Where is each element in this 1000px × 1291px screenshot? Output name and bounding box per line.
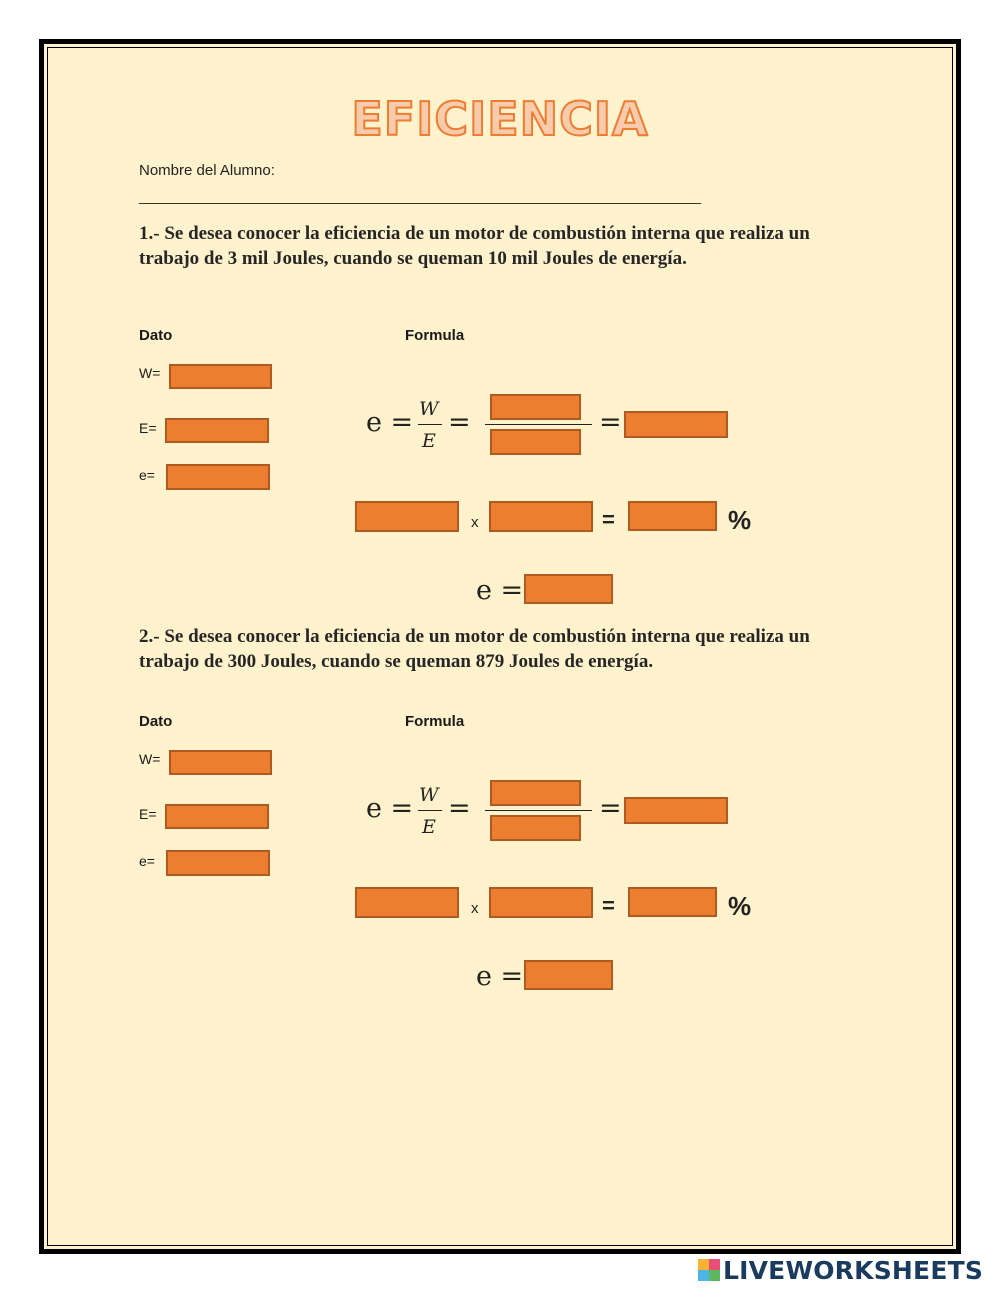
ex2-formula-lhs: e =	[366, 793, 414, 824]
ex2-e-label: e=	[139, 853, 155, 869]
ex1-formula-header: Formula	[405, 327, 465, 344]
logo-square-v	[698, 1270, 709, 1281]
ex2-equals-2: =	[599, 793, 622, 824]
ex2-multiplier-box[interactable]	[489, 887, 593, 918]
liveworksheets-logo	[698, 1255, 983, 1285]
ex2-multiplicand-box[interactable]	[355, 887, 459, 918]
ex1-ratio-box[interactable]	[624, 411, 728, 438]
ex2-numerator-box[interactable]	[490, 780, 581, 806]
ex1-fraction-denominator: E	[422, 430, 436, 452]
ex2-e-cap-answer-box[interactable]	[165, 804, 269, 829]
ex1-denominator-box[interactable]	[490, 429, 581, 455]
logo-square-l	[698, 1259, 709, 1270]
ex1-multiplier-box[interactable]	[489, 501, 593, 532]
ex2-final-lhs: e =	[476, 961, 524, 992]
ex1-equals-1: =	[448, 407, 471, 438]
logo-square-e	[709, 1270, 720, 1281]
ex1-e-cap-label: E=	[139, 420, 157, 436]
ex2-fraction-numerator: W	[419, 784, 439, 806]
ex2-final-box[interactable]	[524, 960, 613, 990]
ex1-e-label: e=	[139, 467, 155, 483]
student-name-line	[139, 203, 701, 204]
ex1-multiplicand-box[interactable]	[355, 501, 459, 532]
exercise-1-question: 1.- Se desea conocer la eficiencia de un motor de combustión interna que realiza un trabajo de 3 mil Joules, cuando se queman 10 mil Joules de energía.	[139, 223, 810, 269]
ex1-final-box[interactable]	[524, 574, 613, 604]
ex2-equals-3: =	[602, 893, 615, 918]
ex1-percent-sign: %	[728, 505, 752, 535]
ex2-percent-box[interactable]	[628, 887, 717, 917]
ex1-e-answer-box[interactable]	[166, 464, 270, 490]
ex1-e-cap-answer-box[interactable]	[165, 418, 269, 443]
ex1-fraction-bar	[418, 424, 442, 425]
ex1-numerator-box[interactable]	[490, 394, 581, 420]
ex1-equals-3: =	[602, 507, 615, 532]
worksheet-title: EFICIENCIA	[351, 92, 649, 146]
ex2-denominator-box[interactable]	[490, 815, 581, 841]
ex1-percent-box[interactable]	[628, 501, 717, 531]
ex2-ratio-box[interactable]	[624, 797, 728, 824]
ex1-final-lhs: e =	[476, 575, 524, 606]
ex2-fraction-bar	[418, 810, 442, 811]
student-name-label: Nombre del Alumno:	[139, 162, 275, 179]
ex2-answer-fraction-bar	[485, 810, 592, 811]
ex2-equals-1: =	[448, 793, 471, 824]
ex2-percent-sign: %	[728, 891, 752, 921]
logo-square-i	[709, 1259, 720, 1270]
exercise-2-question: 2.- Se desea conocer la eficiencia de un motor de combustión interna que realiza un trabajo de 300 Joules, cuando se queman 879 Joules de energía.	[139, 626, 810, 672]
ex1-w-answer-box[interactable]	[169, 364, 272, 389]
ex2-formula-header: Formula	[405, 713, 465, 730]
logo-grid-icon	[698, 1259, 720, 1281]
ex1-fraction-numerator: W	[419, 398, 439, 420]
ex2-times-sign: x	[471, 900, 479, 917]
ex1-times-sign: x	[471, 514, 479, 531]
ex2-dato-header: Dato	[139, 713, 173, 730]
ex1-dato-header: Dato	[139, 327, 173, 344]
ex2-e-cap-label: E=	[139, 806, 157, 822]
ex2-fraction-denominator: E	[422, 816, 436, 838]
ex2-w-answer-box[interactable]	[169, 750, 272, 775]
ex1-w-label: W=	[139, 365, 161, 381]
ex2-w-label: W=	[139, 751, 161, 767]
ex2-e-answer-box[interactable]	[166, 850, 270, 876]
ex1-equals-2: =	[599, 407, 622, 438]
ex1-answer-fraction-bar	[485, 424, 592, 425]
ex1-formula-lhs: e =	[366, 407, 414, 438]
logo-text: LIVEWORKSHEETS	[723, 1255, 984, 1285]
